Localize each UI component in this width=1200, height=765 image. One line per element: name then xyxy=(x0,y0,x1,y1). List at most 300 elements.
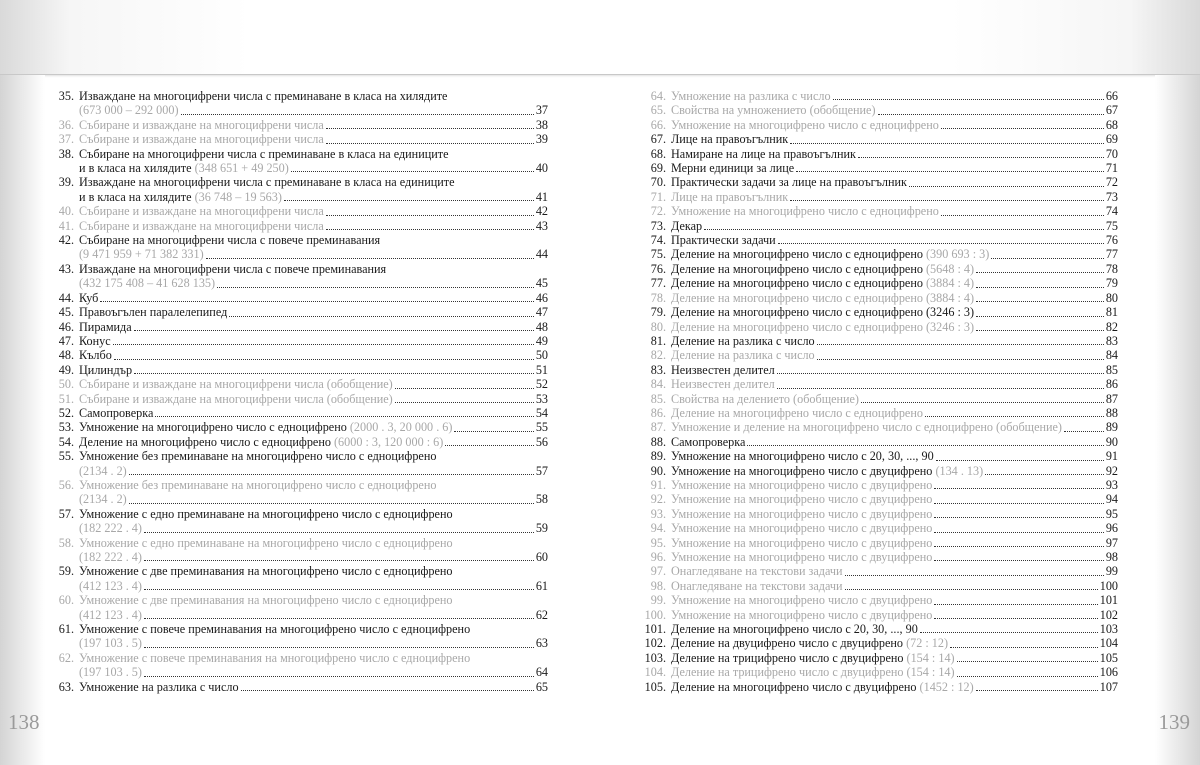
toc-entry-page: 86 xyxy=(1105,377,1118,392)
toc-entry[interactable] xyxy=(640,276,1118,290)
toc-entry-number: 84. xyxy=(650,377,666,392)
toc-entry[interactable] xyxy=(48,348,548,362)
left-page-edge-shadow xyxy=(0,75,45,765)
toc-entry-title: Умножение с повече преминавания на многоцифрено число с едноцифрено xyxy=(79,622,471,637)
toc-dot-leader xyxy=(817,344,1104,345)
toc-dot-leader xyxy=(144,676,534,677)
toc-entry-example: (134 . 13) xyxy=(935,463,984,478)
toc-entry-title: Събиране на многоцифрени числа с повече преминавания xyxy=(79,233,381,248)
toc-entry-line xyxy=(640,521,1118,535)
toc-entry-title: Неизвестен делител xyxy=(671,377,775,392)
toc-entry-line xyxy=(48,420,548,434)
toc-entry-page: 92 xyxy=(1105,463,1118,478)
toc-entry-line xyxy=(48,132,548,146)
toc-dot-leader xyxy=(100,301,533,302)
toc-entry-example: (390 693 : 3) xyxy=(925,247,990,262)
toc-entry-page: 54 xyxy=(535,405,548,420)
toc-entry[interactable] xyxy=(640,680,1118,694)
toc-dot-leader xyxy=(326,215,534,216)
toc-entry[interactable] xyxy=(640,464,1118,478)
toc-entry-page: 77 xyxy=(1105,247,1118,262)
toc-dot-leader xyxy=(129,474,534,475)
toc-entry[interactable] xyxy=(48,420,548,434)
toc-dot-leader xyxy=(957,661,1098,662)
toc-dot-leader xyxy=(925,416,1104,417)
toc-entry-page: 96 xyxy=(1105,521,1118,536)
toc-entry-title: Деление на разлика с число xyxy=(671,333,815,348)
toc-entry-number: 89. xyxy=(650,449,666,464)
toc-dot-leader xyxy=(134,330,534,331)
toc-entry-page: 71 xyxy=(1105,161,1118,176)
toc-entry-number: 35. xyxy=(58,89,74,103)
toc-entry-title: (182 222 . 4) xyxy=(79,550,142,564)
toc-entry-title: Умножение с повече преминавания на многоцифрено число с едноцифрено xyxy=(79,650,471,665)
toc-entry-line xyxy=(48,175,548,189)
toc-entry-page: 106 xyxy=(1099,665,1118,680)
toc-entry-number: 46. xyxy=(58,319,74,334)
toc-entry-line xyxy=(48,320,548,334)
toc-entry-page: 41 xyxy=(535,189,548,204)
toc-entry[interactable] xyxy=(48,435,548,449)
toc-entry-line xyxy=(640,435,1118,449)
toc-entry-number: 100. xyxy=(644,607,666,622)
toc-entry-page: 88 xyxy=(1105,405,1118,420)
toc-dot-leader xyxy=(129,503,534,504)
toc-dot-leader xyxy=(941,215,1104,216)
toc-entry[interactable] xyxy=(640,103,1118,117)
toc-dot-leader xyxy=(326,143,534,144)
toc-entry-line xyxy=(640,219,1118,233)
top-header-band xyxy=(0,0,1200,75)
toc-entry-line xyxy=(640,536,1118,550)
toc-entry[interactable] xyxy=(640,521,1118,535)
toc-dot-leader xyxy=(454,431,533,432)
toc-entry[interactable] xyxy=(640,175,1118,189)
toc-entry-line xyxy=(640,492,1118,506)
toc-entry-page: 73 xyxy=(1105,189,1118,204)
toc-entry[interactable] xyxy=(640,348,1118,362)
toc-entry-line xyxy=(48,435,548,449)
toc-entry-number: 63. xyxy=(58,679,74,694)
toc-entry[interactable] xyxy=(48,377,548,391)
toc-entry-number: 102. xyxy=(644,636,666,651)
toc-entry[interactable] xyxy=(640,118,1118,132)
toc-entry-line xyxy=(640,464,1118,478)
toc-entry[interactable] xyxy=(640,636,1118,650)
toc-entry-line xyxy=(48,233,548,247)
toc-entry-line xyxy=(640,204,1118,218)
toc-dot-leader xyxy=(976,330,1104,331)
toc-entry[interactable] xyxy=(640,377,1118,391)
toc-entry-page: 42 xyxy=(535,204,548,219)
toc-entry-number: 97. xyxy=(650,564,666,579)
toc-entry-number: 40. xyxy=(58,204,74,219)
toc-entry-page: 59 xyxy=(535,521,548,536)
toc-entry-title: (197 103 . 5) xyxy=(79,665,142,680)
toc-dot-leader xyxy=(796,171,1104,172)
toc-entry-line xyxy=(48,103,548,117)
toc-entry[interactable] xyxy=(48,219,548,233)
toc-entry-page: 65 xyxy=(535,679,548,694)
toc-entry-number: 44. xyxy=(58,290,74,305)
toc-entry-title: Практически задачи за лице на правоъгълник xyxy=(671,175,907,190)
toc-entry-title: Умножение на многоцифрено число с двуцифрено xyxy=(671,550,933,564)
toc-entry-title: Намиране на лице на правоъгълник xyxy=(671,146,856,161)
toc-dot-leader xyxy=(991,258,1104,259)
page-number-right: 139 xyxy=(1158,710,1190,734)
toc-entry-line xyxy=(640,579,1118,593)
toc-entry[interactable] xyxy=(640,320,1118,334)
toc-entry[interactable] xyxy=(640,651,1118,665)
toc-entry[interactable] xyxy=(48,651,548,680)
toc-dot-leader xyxy=(845,589,1098,590)
toc-entry-page: 79 xyxy=(1105,276,1118,291)
toc-entry-title: Конус xyxy=(79,333,111,348)
toc-entry-number: 77. xyxy=(650,276,666,291)
toc-entry[interactable] xyxy=(640,550,1118,564)
toc-entry-number: 39. xyxy=(58,175,74,190)
toc-entry-title: Деление на многоцифрено число с едноцифрено xyxy=(671,405,923,420)
toc-entry-title: Изваждане на многоцифрени числа с преминаване в класа на хилядите xyxy=(79,89,448,103)
toc-entry-title: Събиране и изваждане на многоцифрени числа (обобщение) xyxy=(79,391,393,406)
toc-entry[interactable] xyxy=(48,204,548,218)
toc-dot-leader xyxy=(284,200,534,201)
toc-entry[interactable] xyxy=(640,665,1118,679)
toc-entry-page: 91 xyxy=(1105,449,1118,464)
toc-entry[interactable] xyxy=(48,680,548,694)
toc-entry-title: Самопроверка xyxy=(671,434,746,449)
right-page-edge-shadow xyxy=(1155,75,1200,765)
toc-entry[interactable] xyxy=(640,305,1118,319)
toc-entry-page: 53 xyxy=(535,391,548,406)
toc-entry[interactable] xyxy=(640,478,1118,492)
toc-dot-leader xyxy=(778,243,1104,244)
toc-entry-number: 101. xyxy=(644,622,666,637)
toc-entry-number: 104. xyxy=(644,665,666,680)
toc-entry[interactable] xyxy=(48,147,548,176)
toc-entry[interactable] xyxy=(640,219,1118,233)
toc-entry-page: 55 xyxy=(535,420,548,435)
toc-entry-line xyxy=(48,161,548,175)
toc-dot-leader xyxy=(1064,431,1104,432)
toc-entry-number: 92. xyxy=(650,492,666,507)
toc-entry[interactable] xyxy=(640,608,1118,622)
toc-dot-leader xyxy=(777,388,1104,389)
toc-entry-title: Онагледяване на текстови задачи xyxy=(671,578,843,593)
toc-entry-example: (5648 : 4) xyxy=(925,261,975,276)
toc-entry-number: 52. xyxy=(58,405,74,420)
toc-dot-leader xyxy=(858,157,1104,158)
toc-dot-leader xyxy=(790,143,1104,144)
toc-entry-line xyxy=(48,593,548,607)
toc-entry-line xyxy=(48,680,548,694)
toc-entry-line xyxy=(640,406,1118,420)
toc-entry[interactable] xyxy=(640,247,1118,261)
toc-entry-number: 65. xyxy=(650,103,666,118)
toc-entry[interactable] xyxy=(48,392,548,406)
toc-entry-line xyxy=(640,363,1118,377)
toc-entry[interactable] xyxy=(48,132,548,146)
toc-entry-number: 80. xyxy=(650,319,666,334)
toc-entry-line xyxy=(640,377,1118,391)
toc-entry-page: 94 xyxy=(1105,492,1118,507)
toc-entry[interactable] xyxy=(640,420,1118,434)
toc-entry-page: 101 xyxy=(1099,593,1118,608)
toc-entry-page: 89 xyxy=(1105,420,1118,435)
toc-entry-title: Умножение на многоцифрено число с едноцифрено xyxy=(79,420,347,435)
toc-entry-page: 84 xyxy=(1105,348,1118,363)
toc-entry-example: (72 : 12) xyxy=(906,636,949,651)
toc-entry-title: Деление на многоцифрено число с едноцифрено xyxy=(79,434,331,449)
toc-entry-title: Умножение на многоцифрено число с двуцифрено xyxy=(671,506,933,521)
toc-entry-line xyxy=(48,636,548,650)
toc-entry-title: Умножение и деление на многоцифрено число с едноцифрено (обобщение) xyxy=(671,420,1062,435)
toc-dot-leader xyxy=(704,229,1104,230)
toc-entry[interactable] xyxy=(48,449,548,478)
toc-entry[interactable] xyxy=(640,190,1118,204)
toc-entry-page: 61 xyxy=(535,578,548,593)
toc-entry-title: Деление на многоцифрено число с едноцифрено xyxy=(671,261,923,276)
toc-entry-number: 70. xyxy=(650,175,666,190)
toc-entry-number: 48. xyxy=(58,348,74,363)
toc-entry[interactable] xyxy=(640,291,1118,305)
toc-dot-leader xyxy=(934,546,1103,547)
toc-entry[interactable] xyxy=(48,363,548,377)
toc-entry-line xyxy=(640,262,1118,276)
toc-entry-title: Самопроверка xyxy=(79,405,154,420)
toc-entry-title: Умножение с едно преминаване на многоцифрено число с едноцифрено xyxy=(79,535,453,550)
toc-dot-leader xyxy=(181,114,534,115)
toc-entry-number: 60. xyxy=(58,593,74,608)
toc-entry[interactable] xyxy=(640,449,1118,463)
toc-entry-line xyxy=(640,118,1118,132)
toc-entry-title: Изваждане на многоцифрени числа с повече преминавания xyxy=(79,261,387,276)
toc-dot-leader xyxy=(985,474,1104,475)
toc-entry-line xyxy=(48,392,548,406)
toc-entry[interactable] xyxy=(48,175,548,204)
toc-entry-title: Умножение на многоцифрено число с двуцифрено xyxy=(671,463,933,478)
toc-dot-leader xyxy=(395,402,534,403)
toc-entry[interactable] xyxy=(48,593,548,622)
toc-entry[interactable] xyxy=(640,593,1118,607)
toc-entry-page: 83 xyxy=(1105,333,1118,348)
toc-entry-page: 40 xyxy=(535,161,548,176)
toc-entry-line xyxy=(640,132,1118,146)
toc-entry-number: 93. xyxy=(650,506,666,521)
toc-entry-number: 71. xyxy=(650,189,666,204)
toc-entry-number: 82. xyxy=(650,348,666,363)
toc-entry[interactable] xyxy=(48,305,548,319)
toc-entry-page: 87 xyxy=(1105,391,1118,406)
toc-dot-leader xyxy=(155,416,533,417)
toc-entry-number: 42. xyxy=(58,233,74,248)
toc-entry[interactable] xyxy=(48,262,548,291)
toc-entry-number: 38. xyxy=(58,146,74,161)
toc-entry-title: Деление на многоцифрено число с едноцифрено xyxy=(671,247,923,262)
toc-dot-leader xyxy=(144,618,534,619)
toc-entry[interactable] xyxy=(48,536,548,565)
toc-entry[interactable] xyxy=(640,132,1118,146)
toc-entry-title: Умножение без преминаване на многоцифрено число с едноцифрено xyxy=(79,477,437,492)
toc-entry-line xyxy=(48,89,548,103)
toc-entry-number: 54. xyxy=(58,434,74,449)
toc-entry[interactable] xyxy=(48,89,548,118)
toc-entry-title: (412 123 . 4) xyxy=(79,578,142,593)
toc-entry[interactable] xyxy=(640,392,1118,406)
toc-entry-page: 46 xyxy=(535,290,548,305)
toc-entry-page: 102 xyxy=(1099,607,1118,622)
toc-entry-title: Лице на правоъгълник xyxy=(671,132,789,147)
toc-entry-title: (182 222 . 4) xyxy=(79,521,142,536)
toc-entry[interactable] xyxy=(640,262,1118,276)
toc-entry-title: Умножение на многоцифрено число с 20, 30, ..., 90 xyxy=(671,449,934,464)
toc-entry-number: 76. xyxy=(650,261,666,276)
toc-entry-number: 56. xyxy=(58,477,74,492)
toc-dot-leader xyxy=(976,301,1104,302)
toc-entry[interactable] xyxy=(640,233,1118,247)
toc-dot-leader xyxy=(144,589,534,590)
toc-entry-page: 81 xyxy=(1105,305,1118,320)
toc-entry[interactable] xyxy=(640,406,1118,420)
toc-entry[interactable] xyxy=(48,118,548,132)
toc-entry-page: 97 xyxy=(1105,535,1118,550)
toc-entry-page: 74 xyxy=(1105,204,1118,219)
toc-dot-leader xyxy=(976,690,1098,691)
toc-entry[interactable] xyxy=(640,204,1118,218)
toc-entry-number: 94. xyxy=(650,521,666,536)
toc-entry[interactable] xyxy=(640,564,1118,578)
toc-dot-leader xyxy=(291,171,534,172)
toc-entry-line xyxy=(48,305,548,319)
toc-entry-line xyxy=(640,147,1118,161)
toc-entry-line xyxy=(48,348,548,362)
toc-entry-line xyxy=(640,103,1118,117)
toc-entry-number: 98. xyxy=(650,578,666,593)
toc-entry-title: Мерни единици за лице xyxy=(671,161,795,176)
toc-dot-leader xyxy=(144,532,534,533)
toc-entry-number: 62. xyxy=(58,650,74,665)
toc-entry-line xyxy=(640,507,1118,521)
toc-dot-leader xyxy=(957,676,1098,677)
toc-entry-title: Деление на многоцифрено число с едноцифрено (3246 : 3) xyxy=(671,319,975,334)
toc-entry-title: Практически задачи xyxy=(671,233,776,248)
toc-entry-example: (2000 . 3, 20 000 . 6) xyxy=(349,420,453,435)
toc-entry-number: 86. xyxy=(650,405,666,420)
toc-entry-page: 105 xyxy=(1099,650,1118,665)
toc-entry-title: Онагледяване на текстови задачи xyxy=(671,564,843,579)
toc-dot-leader xyxy=(445,445,533,446)
toc-entry[interactable] xyxy=(48,334,548,348)
toc-entry-title: Свойства на умножението (обобщение) xyxy=(671,103,876,118)
toc-entry-line xyxy=(48,276,548,290)
toc-entry[interactable] xyxy=(640,147,1118,161)
toc-entry-line xyxy=(640,665,1118,679)
toc-entry-page: 76 xyxy=(1105,233,1118,248)
toc-entry[interactable] xyxy=(48,507,548,536)
toc-dot-leader xyxy=(134,373,534,374)
toc-dot-leader xyxy=(144,647,534,648)
toc-entry-page: 107 xyxy=(1099,679,1118,694)
toc-entry[interactable] xyxy=(48,291,548,305)
toc-entry-line xyxy=(640,449,1118,463)
toc-dot-leader xyxy=(229,316,534,317)
toc-dot-leader xyxy=(326,128,534,129)
toc-entry-title: Умножение с едно преминаване на многоцифрено число с едноцифрено xyxy=(79,506,453,521)
toc-entry-number: 59. xyxy=(58,564,74,579)
toc-entry[interactable] xyxy=(640,536,1118,550)
toc-entry-title: (9 471 959 + 71 382 331) xyxy=(79,247,204,262)
toc-entry-page: 47 xyxy=(535,305,548,320)
toc-entry-page: 57 xyxy=(535,463,548,478)
toc-entry[interactable] xyxy=(640,579,1118,593)
toc-entry-page: 67 xyxy=(1105,103,1118,118)
toc-dot-leader xyxy=(777,373,1104,374)
toc-entry-title: Неизвестен делител xyxy=(671,362,775,377)
toc-entry[interactable] xyxy=(640,507,1118,521)
toc-entry-page: 98 xyxy=(1105,550,1118,564)
toc-entry[interactable] xyxy=(640,492,1118,506)
toc-dot-leader xyxy=(934,503,1103,504)
toc-entry-title: (432 175 408 – 41 628 135) xyxy=(79,276,216,291)
toc-entry[interactable] xyxy=(48,564,548,593)
toc-entry[interactable] xyxy=(48,233,548,262)
toc-entry[interactable] xyxy=(640,89,1118,103)
toc-entry[interactable] xyxy=(48,406,548,420)
toc-dot-leader xyxy=(747,445,1103,446)
toc-entry-page: 72 xyxy=(1105,175,1118,190)
toc-entry[interactable] xyxy=(48,320,548,334)
toc-entry-title: Правоъгълен паралелепипед xyxy=(79,305,228,320)
toc-entry[interactable] xyxy=(640,161,1118,175)
toc-entry-title: Събиране и изваждане на многоцифрени числа xyxy=(79,132,324,147)
toc-dot-leader xyxy=(845,575,1104,576)
toc-entry-line xyxy=(48,190,548,204)
toc-entry-page: 52 xyxy=(535,377,548,392)
toc-entry-example: (3884 : 4) xyxy=(925,276,975,291)
toc-entry-title: Деление на трицифрено число с двуцифрено xyxy=(671,650,904,665)
toc-dot-leader xyxy=(976,287,1104,288)
toc-entry-page: 69 xyxy=(1105,132,1118,147)
toc-entry-line xyxy=(640,593,1118,607)
toc-entry-line xyxy=(640,276,1118,290)
toc-entry[interactable] xyxy=(48,622,548,651)
toc-entry[interactable] xyxy=(640,622,1118,636)
toc-entry-number: 75. xyxy=(650,247,666,262)
toc-entry-line xyxy=(640,190,1118,204)
toc-entry-number: 88. xyxy=(650,434,666,449)
toc-entry-title: Умножение на многоцифрено число с двуцифрено xyxy=(671,607,933,622)
toc-entry[interactable] xyxy=(640,435,1118,449)
toc-entry-title: Деление на многоцифрено число с 20, 30, ..., 90 xyxy=(671,622,918,637)
toc-entry-title: Умножение без преминаване на многоцифрено число с едноцифрено xyxy=(79,449,437,464)
toc-entry-line xyxy=(48,449,548,463)
toc-entry-number: 43. xyxy=(58,261,74,276)
toc-dot-leader xyxy=(934,604,1097,605)
toc-entry-page: 45 xyxy=(535,276,548,291)
toc-entry[interactable] xyxy=(48,478,548,507)
toc-dot-leader xyxy=(934,532,1103,533)
toc-entry-page: 56 xyxy=(535,434,548,449)
toc-entry[interactable] xyxy=(640,363,1118,377)
toc-entry-number: 66. xyxy=(650,117,666,132)
toc-entry[interactable] xyxy=(640,334,1118,348)
toc-dot-leader xyxy=(241,690,534,691)
toc-entry-number: 99. xyxy=(650,593,666,608)
toc-entry-line xyxy=(48,665,548,679)
toc-dot-leader xyxy=(861,402,1104,403)
toc-entry-page: 64 xyxy=(535,665,548,680)
toc-entry-number: 90. xyxy=(650,463,666,478)
